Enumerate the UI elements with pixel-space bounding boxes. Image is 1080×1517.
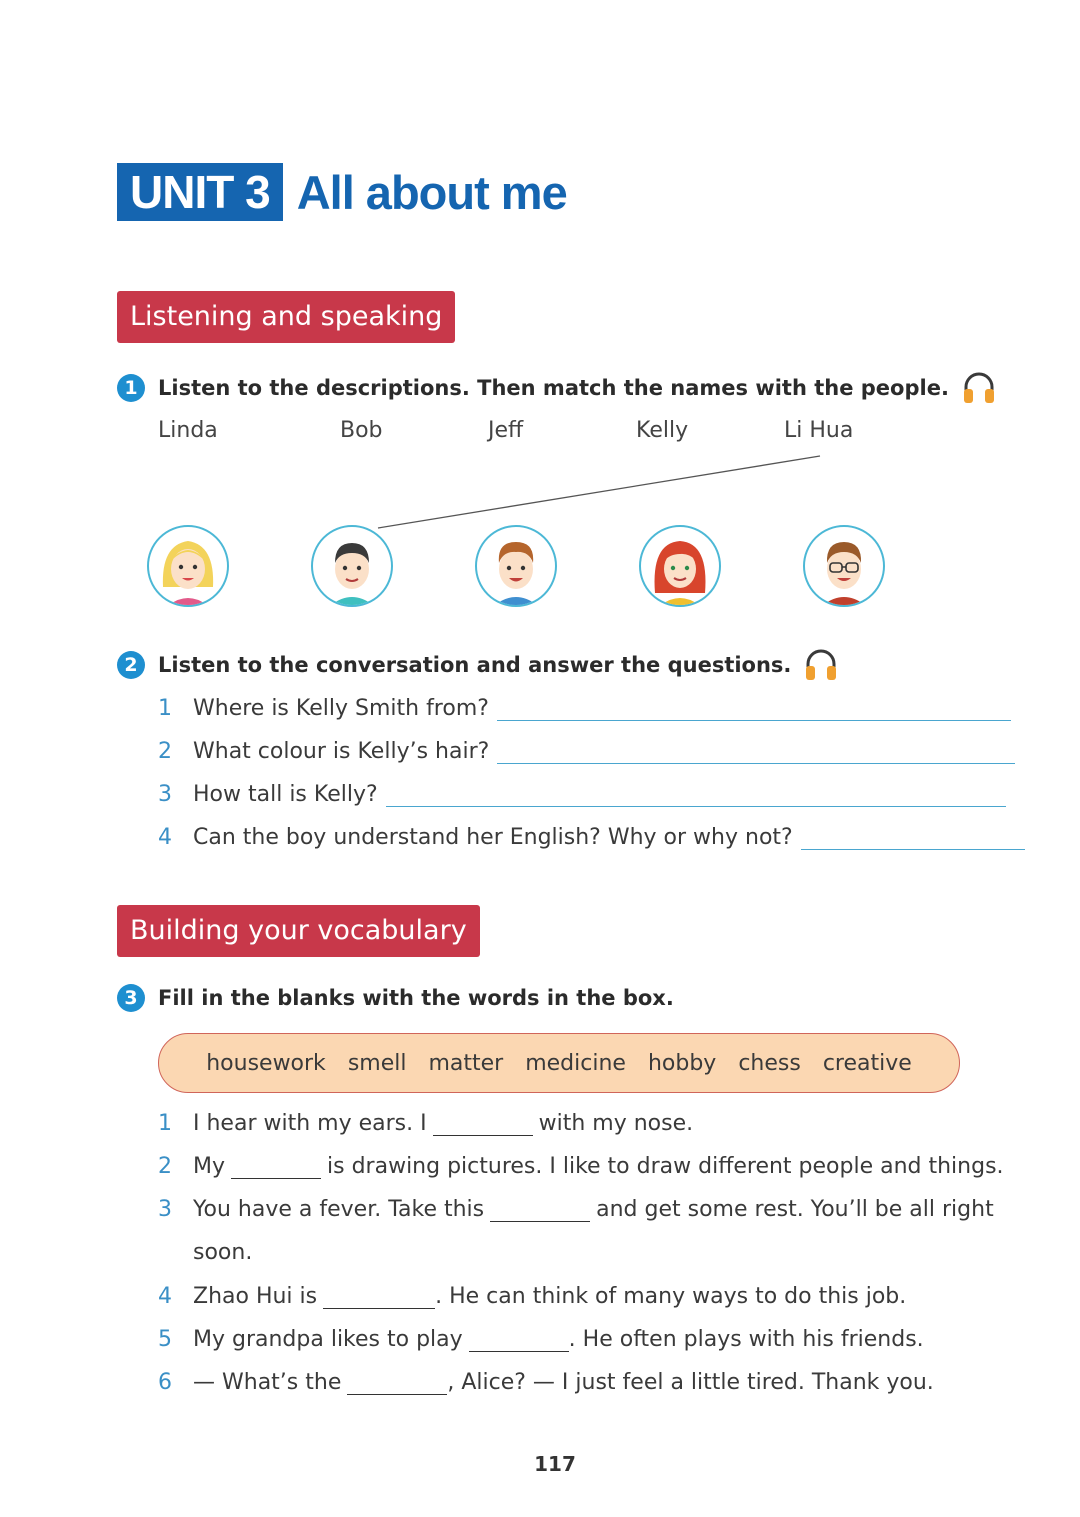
boy-with-glasses-avatar-icon [805, 527, 883, 605]
fill-sentence-4 [158, 1284, 906, 1309]
sentence-number: 6 [158, 1370, 172, 1395]
sentence-before: I hear with my ears. I [193, 1111, 427, 1136]
unit-badge: UNIT 3 [117, 163, 283, 221]
sentence-after: , Alice? — I just feel a little tired. Thank you. [447, 1370, 934, 1395]
question-number: 1 [158, 696, 172, 721]
blank-field[interactable] [231, 1156, 321, 1179]
sentence-before: Zhao Hui is [193, 1284, 318, 1309]
question-text: How tall is Kelly? [193, 782, 378, 807]
red-haired-girl-avatar-icon [641, 527, 719, 605]
sentence-number: 4 [158, 1284, 172, 1309]
sentence-after: and get some rest. You’ll be all right [596, 1197, 994, 1222]
word-option: smell [347, 1050, 407, 1076]
sentence-before: My grandpa likes to play [193, 1327, 463, 1352]
fill-sentence-5 [158, 1327, 924, 1352]
question-row [158, 825, 1025, 850]
question-row [158, 696, 1011, 721]
sentence-before: You have a fever. Take this [193, 1197, 485, 1222]
answer-line[interactable] [497, 739, 1015, 764]
question-number: 4 [158, 825, 172, 850]
exercise-number: 2 [117, 651, 145, 679]
word-option: medicine [525, 1050, 626, 1076]
blank-field[interactable] [347, 1372, 447, 1395]
sentence-number: 5 [158, 1327, 172, 1352]
question-number: 3 [158, 782, 172, 807]
sentence-continued: soon. [193, 1240, 253, 1265]
word-option: matter [428, 1050, 504, 1076]
word-option: housework [206, 1050, 326, 1076]
sentence-number: 2 [158, 1154, 172, 1179]
question-row [158, 739, 1015, 764]
exercise-2-heading [117, 647, 839, 683]
brown-haired-boy-avatar-icon [477, 527, 555, 605]
person-avatar-3[interactable] [475, 525, 557, 607]
name-label-jeff: Jeff [488, 418, 524, 443]
fill-sentence-6 [158, 1370, 934, 1395]
headphone-icon[interactable] [803, 647, 839, 683]
page-number: 117 [534, 1452, 576, 1476]
blank-field[interactable] [490, 1199, 590, 1222]
person-avatar-5[interactable] [803, 525, 885, 607]
unit-title: All about me [296, 165, 567, 219]
blank-field[interactable] [469, 1329, 569, 1352]
person-avatar-4[interactable] [639, 525, 721, 607]
word-option: chess [738, 1050, 801, 1076]
blank-field[interactable] [433, 1113, 533, 1136]
dark-haired-boy-avatar-icon [313, 527, 391, 605]
sentence-before: My [193, 1154, 226, 1179]
sentence-after: with my nose. [538, 1111, 694, 1136]
blank-field[interactable] [323, 1286, 435, 1309]
section-banner-listening: Listening and speaking [117, 291, 455, 343]
exercise-number: 3 [117, 984, 145, 1012]
word-option: creative [822, 1050, 912, 1076]
exercise-instruction: Listen to the conversation and answer the questions. [158, 653, 792, 677]
question-text: Where is Kelly Smith from? [193, 696, 489, 721]
blonde-girl-avatar-icon [149, 527, 227, 605]
fill-sentence-1 [158, 1111, 693, 1136]
person-avatar-1[interactable] [147, 525, 229, 607]
sentence-after: is drawing pictures. I like to draw different people and things. [327, 1154, 1004, 1179]
section-banner-vocabulary: Building your vocabulary [117, 905, 480, 957]
exercise-3-heading [117, 984, 674, 1012]
sentence-after: . He often plays with his friends. [568, 1327, 924, 1352]
word-box [158, 1033, 960, 1093]
sentence-after: . He can think of many ways to do this job. [435, 1284, 907, 1309]
name-label-linda: Linda [158, 418, 218, 443]
name-label-kelly: Kelly [636, 418, 689, 443]
exercise-instruction: Fill in the blanks with the words in the box. [158, 986, 674, 1010]
fill-sentence-3-continued [193, 1240, 252, 1265]
exercise-number: 1 [117, 374, 145, 402]
question-text: Can the boy understand her English? Why or why not? [193, 825, 793, 850]
answer-line[interactable] [801, 825, 1025, 850]
fill-sentence-2 [158, 1154, 1004, 1179]
person-avatar-2[interactable] [311, 525, 393, 607]
sentence-number: 1 [158, 1111, 172, 1136]
question-text: What colour is Kelly’s hair? [193, 739, 490, 764]
sentence-number: 3 [158, 1197, 172, 1222]
answer-line[interactable] [386, 782, 1006, 807]
name-label-li-hua: Li Hua [784, 418, 854, 443]
exercise-instruction: Listen to the descriptions. Then match the names with the people. [158, 376, 949, 400]
answer-line[interactable] [497, 696, 1011, 721]
sentence-before: — What’s the [193, 1370, 342, 1395]
fill-sentence-3 [158, 1197, 994, 1222]
name-label-bob: Bob [340, 418, 383, 443]
question-number: 2 [158, 739, 172, 764]
question-row [158, 782, 1006, 807]
word-option: hobby [647, 1050, 717, 1076]
